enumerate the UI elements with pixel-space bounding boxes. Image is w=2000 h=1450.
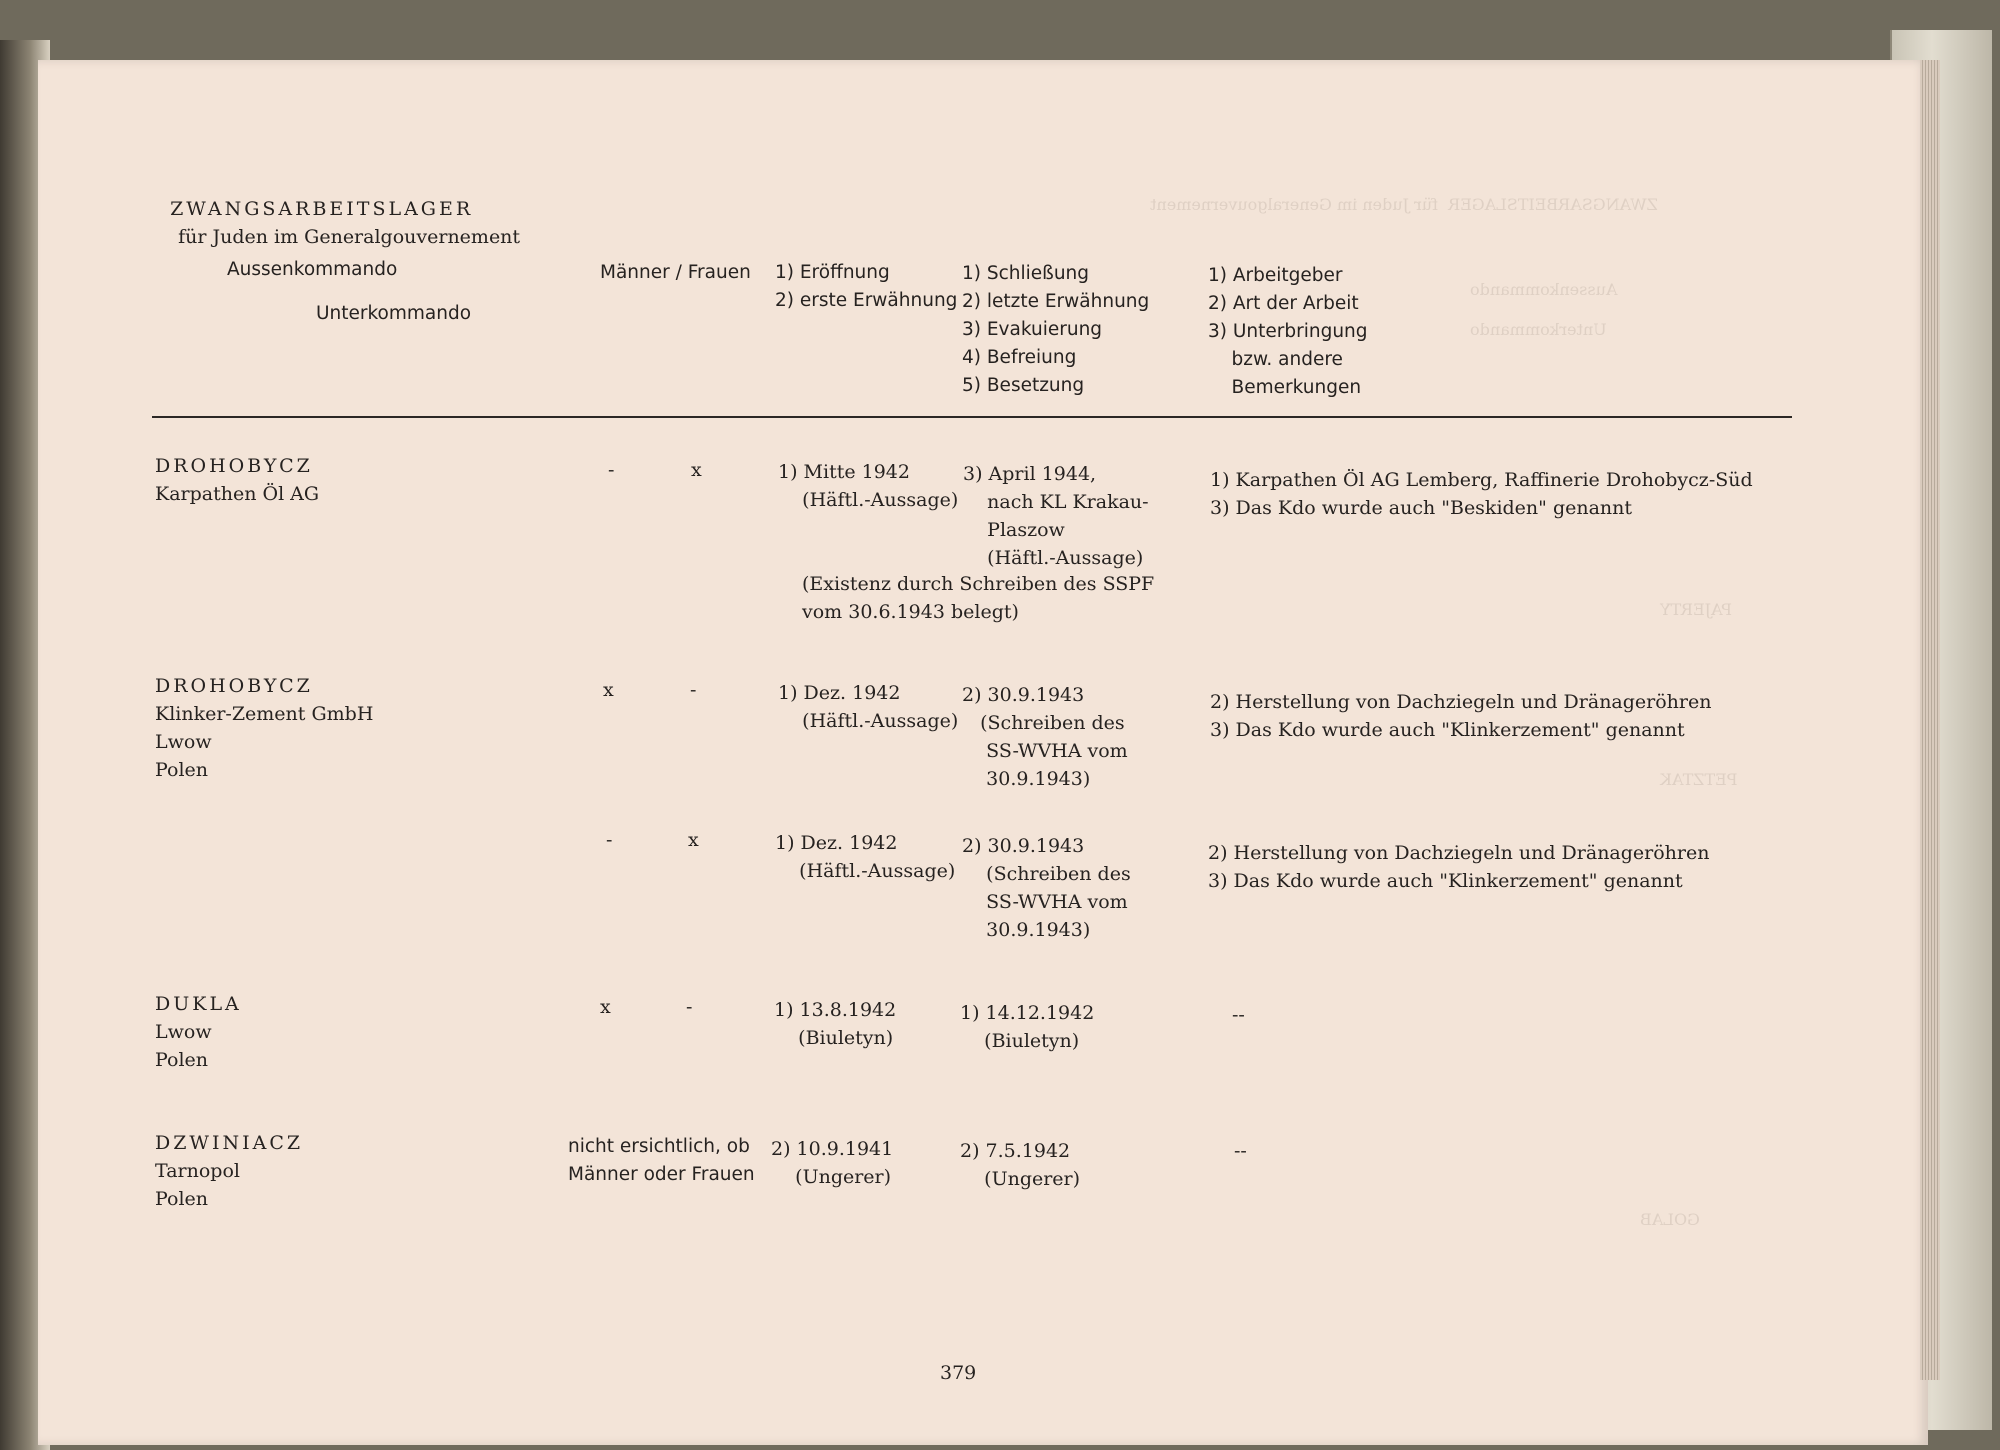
- entry-men-women-text: nicht ersichtlich, ob Männer oder Frauen: [568, 1136, 755, 1185]
- entry-close: 2) 7.5.1942 (Ungerer): [960, 1140, 1081, 1190]
- header-maenner-frauen: Männer / Frauen: [600, 262, 751, 283]
- entry-remarks: --: [1234, 1140, 1247, 1162]
- entry-remarks: 2) Herstellung von Dachziegeln und Dränageröhren 3) Das Kdo wurde auch "Klinkerzement" genannt: [1208, 842, 1710, 892]
- header-closing: 1) Schließung 2) letzte Erwähnung 3) Evakuierung 4) Befreiung 5) Besetzung: [962, 263, 1150, 396]
- title-rest: für Juden im Generalgouvernement: [178, 226, 521, 248]
- bleed-through: PETZTAK: [1660, 770, 1738, 789]
- entry-women: x: [691, 459, 702, 481]
- bleed-through: Unterkommando: [1470, 320, 1607, 339]
- entry-note: (Existenz durch Schreiben des SSPF vom 30.6.1943 belegt): [802, 573, 1155, 623]
- bleed-through: ZWANGSARBEITSLAGER für Juden im Generalgouvernement: [1150, 195, 1658, 214]
- entry-sub: Karpathen Öl AG: [155, 483, 320, 505]
- entry-open: 2) 10.9.1941 (Ungerer): [771, 1138, 894, 1188]
- entry-open: 1) Dez. 1942 (Häftl.-Aussage): [778, 682, 959, 732]
- entry-women: -: [686, 996, 693, 1018]
- header-opening: 1) Eröffnung 2) erste Erwähnung: [775, 262, 958, 311]
- title-caps: ZWANGSARBEITSLAGER: [170, 198, 474, 220]
- page-edges: [1920, 60, 1940, 1380]
- page-number: 379: [940, 1362, 977, 1384]
- bleed-through: PAJERTY: [1660, 600, 1732, 619]
- entry-remarks: --: [1232, 1004, 1245, 1026]
- entry-remarks: 2) Herstellung von Dachziegeln und Dränageröhren 3) Das Kdo wurde auch "Klinkerzement" genannt: [1210, 691, 1712, 741]
- header-rule: [152, 416, 1792, 418]
- entry-open: 1) Mitte 1942 (Häftl.-Aussage): [778, 461, 959, 511]
- entry-name: DZWINIACZ: [155, 1132, 304, 1154]
- entry-close: 1) 14.12.1942 (Biuletyn): [960, 1002, 1095, 1052]
- header-unterkommando: Unterkommando: [316, 303, 472, 324]
- entry-close: 2) 30.9.1943 (Schreiben des SS-WVHA vom 30.9.1943): [962, 684, 1128, 790]
- entry-men: x: [600, 996, 611, 1018]
- page-title: [158, 167, 520, 251]
- entry-close: 2) 30.9.1943 (Schreiben des SS-WVHA vom 30.9.1943): [962, 835, 1131, 941]
- entry-sub: Tarnopol Polen: [155, 1160, 240, 1210]
- entry-women: -: [690, 679, 697, 701]
- header-aussenkommando: Aussenkommando: [227, 259, 398, 280]
- entry-men: -: [606, 829, 613, 851]
- entry-name: DUKLA: [155, 993, 242, 1015]
- bleed-through: GOLAB: [1640, 1210, 1700, 1229]
- entry-open: 1) Dez. 1942 (Häftl.-Aussage): [775, 832, 956, 882]
- entry-sub: Lwow Polen: [155, 1021, 212, 1071]
- entry-open: 1) 13.8.1942 (Biuletyn): [774, 999, 897, 1049]
- entry-women: x: [688, 829, 699, 851]
- entry-remarks: 1) Karpathen Öl AG Lemberg, Raffinerie Drohobycz-Süd 3) Das Kdo wurde auch "Beskiden" genannt: [1210, 469, 1753, 519]
- entry-men: -: [608, 459, 615, 481]
- bleed-through: Aussenkommando: [1470, 280, 1618, 299]
- header-remarks: 1) Arbeitgeber 2) Art der Arbeit 3) Unterbringung bzw. andere Bemerkungen: [1208, 265, 1368, 398]
- entry-sub: Klinker-Zement GmbH Lwow Polen: [155, 703, 374, 781]
- entry-name: DROHOBYCZ: [155, 455, 313, 477]
- entry-close: 3) April 1944, nach KL Krakau- Plaszow (Häftl.-Aussage): [963, 463, 1149, 569]
- entry-name: DROHOBYCZ: [155, 675, 313, 697]
- entry-men: x: [603, 679, 614, 701]
